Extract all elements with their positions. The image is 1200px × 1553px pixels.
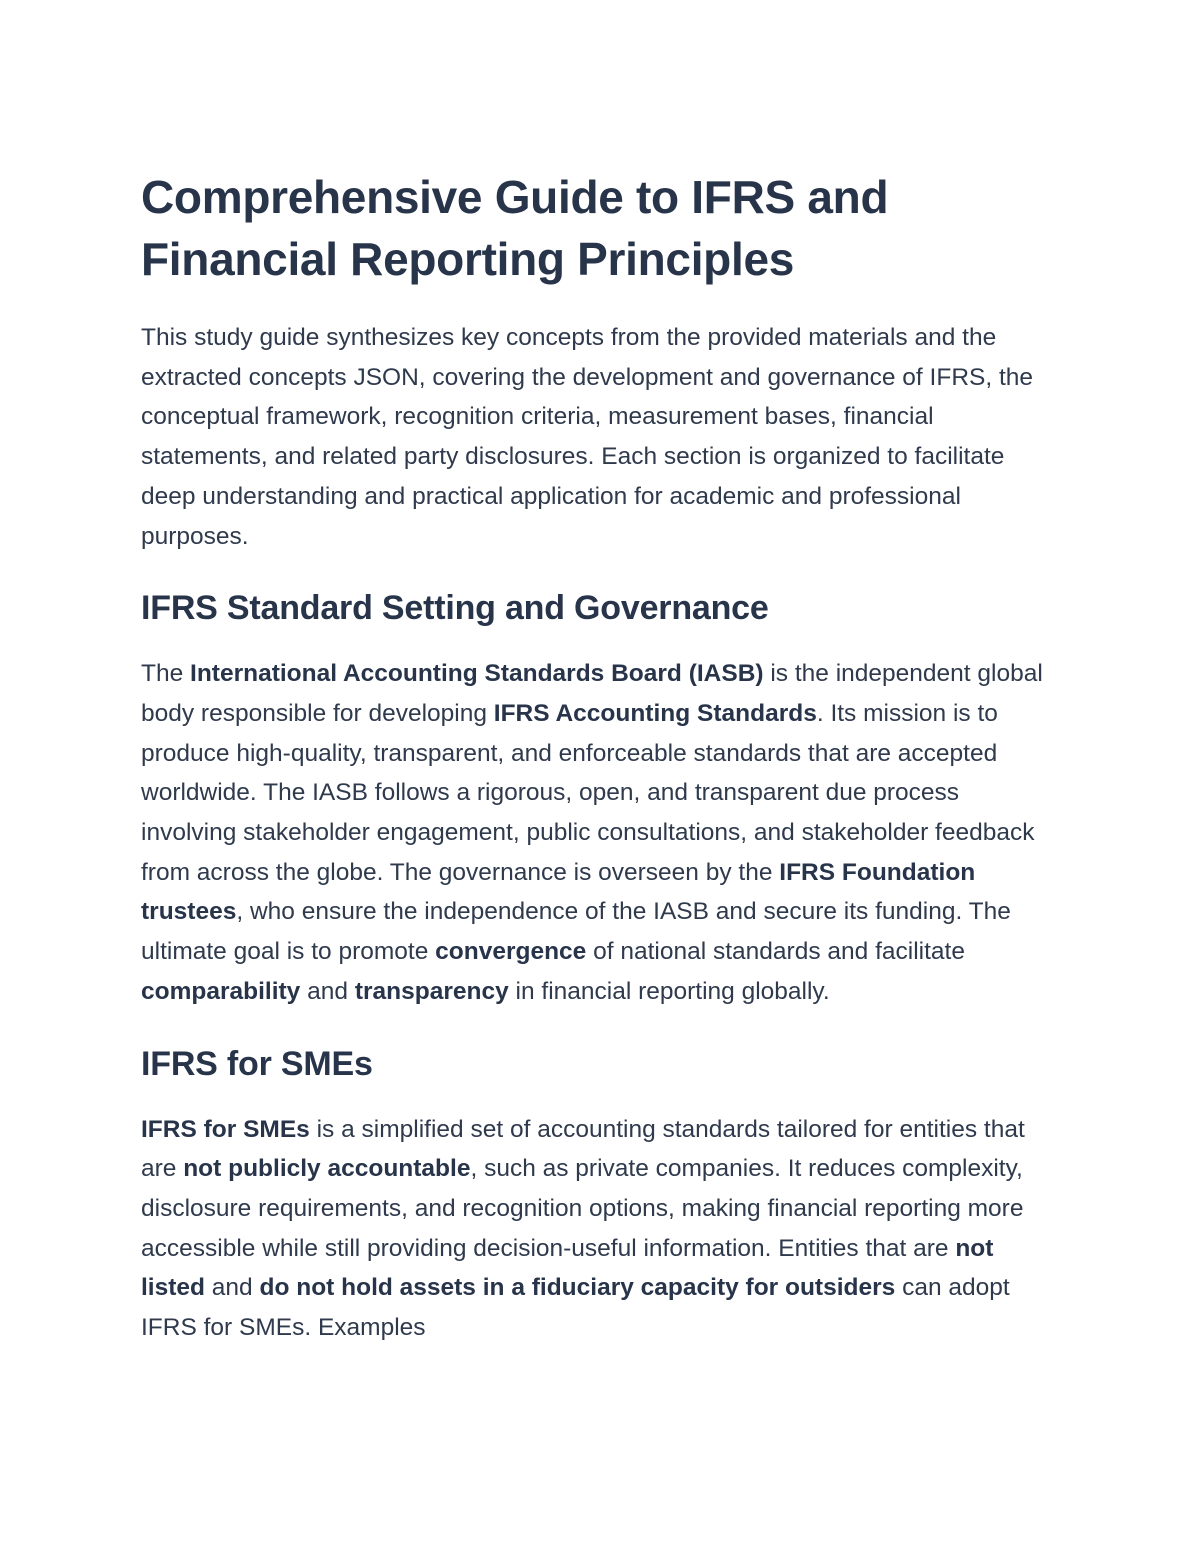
text-run: The — [141, 660, 191, 688]
text-run: is the independent global body responsible for developing — [141, 660, 1043, 727]
text-run: . Its mission is to produce high-quality, transparent, and enforceable standards that are accepted worldwide. The IASB follows a rigorous, open, and transparent due process involving stakeholder engagement, public consultations, and stakeholder feedback from across the globe. The governance is overseen by the — [141, 699, 1035, 886]
document-page — [141, 166, 1061, 1348]
intro-paragraph: This study guide synthesizes key concepts from the provided materials and the extracted concepts JSON, covering the development and governance of IFRS, the conceptual framework, recognition criteria, measurement bases, financial statements, and related party disclosures. Each section is organized to facilitate deep understanding and practical application for academic and professional purposes. — [141, 324, 1034, 550]
text-run: of national standards and facilitate — [586, 938, 965, 966]
bold-term: comparability — [141, 977, 301, 1005]
bold-term: IFRS for SMEs — [141, 1115, 310, 1143]
text-run: can adopt IFRS for SMEs. Examples — [141, 1274, 1010, 1342]
section-heading-ifrs-governance: IFRS Standard Setting and Governance — [141, 589, 769, 628]
bold-term: do not hold assets in a fiduciary capacity for outsiders — [259, 1274, 896, 1302]
page-title: Comprehensive Guide to IFRS and Financial Reporting Principles — [141, 171, 889, 285]
text-run: , who ensure the independence of the IASB and secure its funding. The ultimate goal is to promote — [141, 898, 1011, 966]
text-run: and — [205, 1274, 260, 1302]
text-run: , such as private companies. It reduces complexity, disclosure requirements, and recognition options, making financial reporting more accessible while still providing decision-useful information. Entities that are — [141, 1155, 1024, 1262]
bold-term: International Accounting Standards Board (IASB) — [190, 660, 764, 688]
text-run: is a simplified set of accounting standards tailored for entities that are — [141, 1115, 1025, 1183]
section-paragraph-ifrs-governance — [141, 654, 1061, 1011]
bold-term: not listed — [141, 1234, 994, 1302]
text-run: in financial reporting globally. — [508, 977, 830, 1005]
text-run: and — [300, 977, 355, 1005]
section-heading-ifrs-smes: IFRS for SMEs — [141, 1044, 373, 1083]
section-paragraph-ifrs-smes — [141, 1110, 1061, 1348]
bold-term: IFRS Foundation trustees — [141, 858, 976, 926]
bold-term: transparency — [354, 977, 509, 1005]
bold-term: convergence — [435, 938, 587, 966]
bold-term: not publicly accountable — [183, 1155, 471, 1183]
bold-term: IFRS Accounting Standards — [493, 699, 817, 727]
